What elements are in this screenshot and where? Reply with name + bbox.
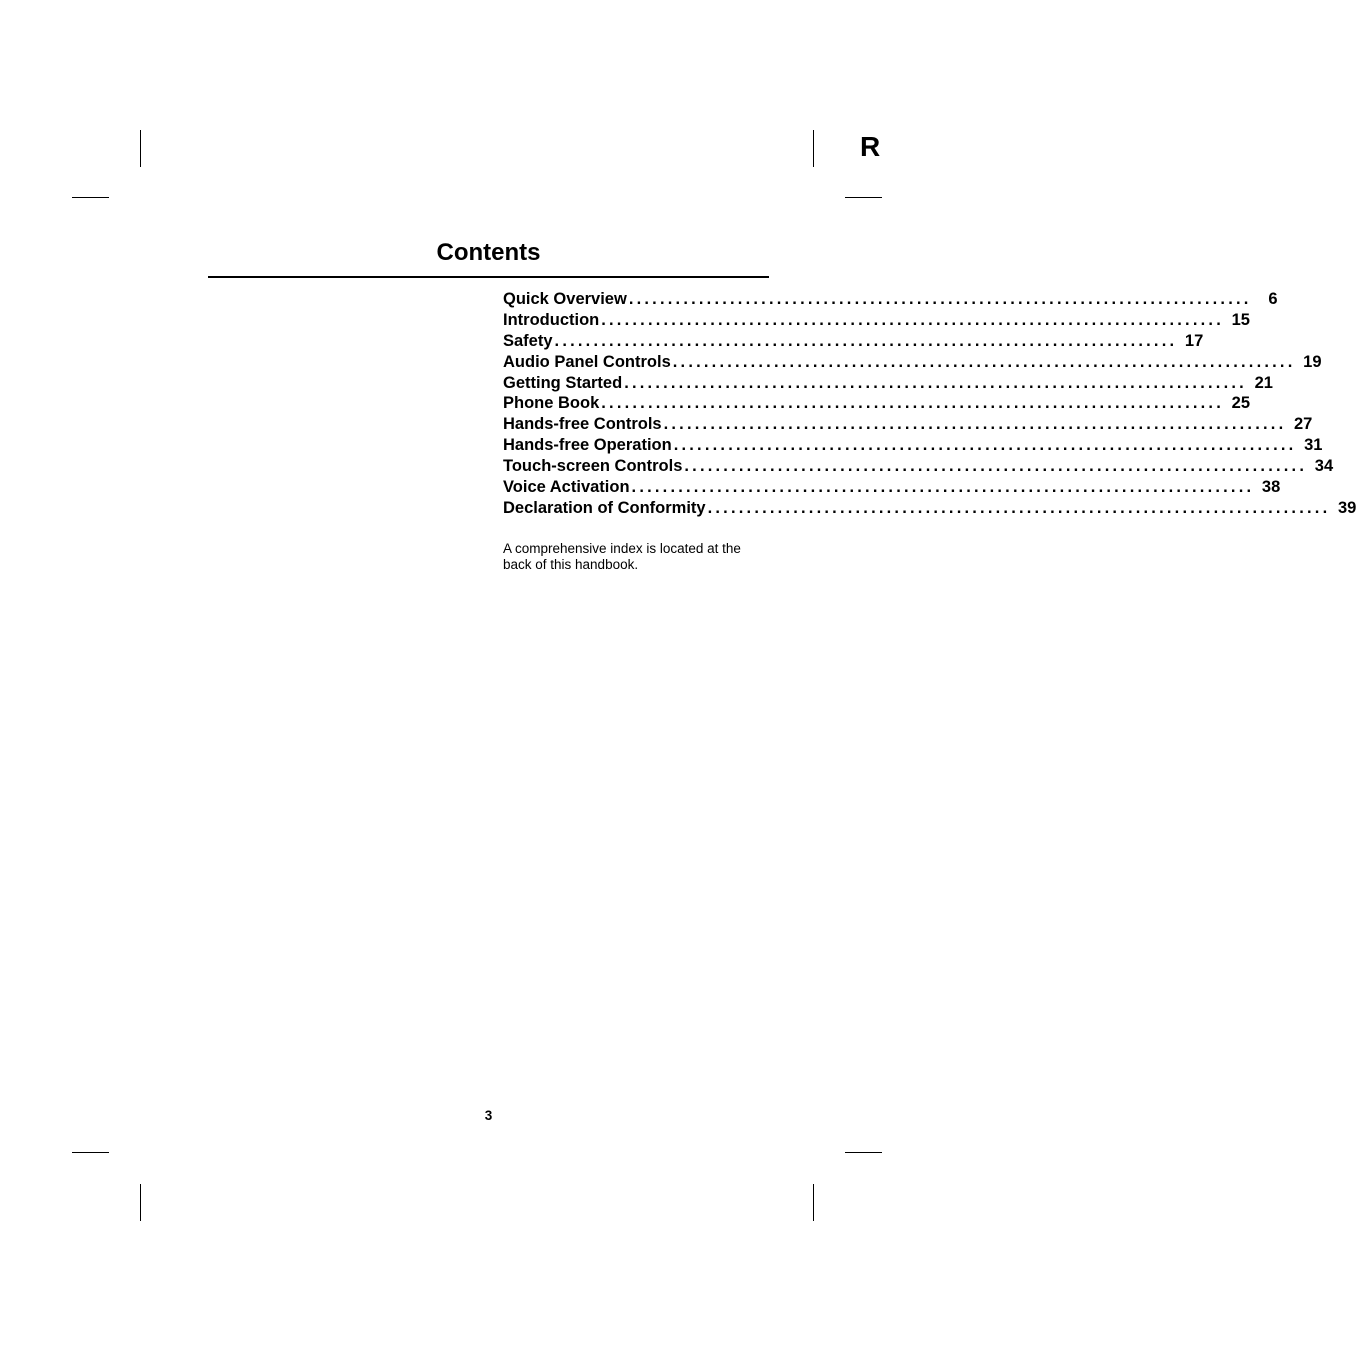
toc-entry-label: Declaration of Conformity (503, 498, 706, 517)
toc-entry-label: Hands-free Controls (503, 415, 662, 434)
crop-mark-bottom-left-vertical (140, 1184, 141, 1221)
page-number: 3 (484, 1108, 493, 1123)
toc-dot-leader: ................................................................................ (684, 457, 1308, 476)
toc-dot-leader: ................................................................................ (673, 436, 1297, 455)
index-note: A comprehensive index is located at the back of this handbook. (503, 541, 741, 572)
toc-dot-leader: ................................................................................ (672, 352, 1296, 371)
toc-entry-page: 15 (1231, 310, 1250, 329)
toc-entry-label: Audio Panel Controls (503, 352, 671, 371)
toc-entry-label: Touch-screen Controls (503, 457, 683, 476)
toc-entry[interactable] (503, 373, 1273, 394)
toc-entry[interactable] (503, 498, 1356, 519)
toc-entry-label: Hands-free Operation (503, 436, 672, 455)
toc-entry[interactable] (503, 477, 1281, 498)
page-title: Contents (436, 239, 541, 266)
toc-entry-page: 38 (1261, 478, 1281, 497)
crop-mark-top-right-vertical (813, 130, 814, 167)
toc-dot-leader: ................................................................................ (601, 310, 1224, 329)
toc-dot-leader: ................................................................................ (663, 415, 1287, 434)
crop-mark-top-right-horizontal (845, 197, 882, 198)
toc-entry[interactable] (503, 393, 1251, 414)
toc-entry[interactable] (503, 414, 1313, 435)
toc-dot-leader: ................................................................................ (628, 290, 1252, 308)
toc-entry-page: 19 (1303, 352, 1322, 371)
table-of-contents (503, 289, 1356, 519)
toc-entry-page: 21 (1254, 373, 1273, 392)
toc-entry-page: 27 (1294, 415, 1313, 434)
toc-entry[interactable] (503, 331, 1204, 352)
toc-entry-page: 25 (1231, 394, 1251, 413)
toc-dot-leader: ................................................................................ (601, 394, 1225, 413)
toc-entry[interactable] (503, 310, 1250, 331)
section-tab-letter: R (860, 131, 881, 162)
title-divider (208, 276, 769, 278)
crop-mark-top-left-vertical (140, 130, 141, 167)
toc-entry-page: 31 (1304, 436, 1323, 455)
toc-entry-label: Safety (503, 331, 553, 350)
crop-mark-bottom-right-horizontal (845, 1152, 882, 1153)
crop-mark-top-left-horizontal (72, 197, 109, 198)
toc-entry-label: Introduction (503, 310, 600, 329)
toc-dot-leader: ................................................................................ (554, 331, 1178, 350)
crop-mark-bottom-left-horizontal (72, 1152, 109, 1153)
toc-entry-label: Phone Book (503, 394, 600, 413)
toc-entry[interactable] (503, 456, 1334, 477)
toc-dot-leader: ................................................................................ (624, 373, 1247, 392)
toc-entry-page: 34 (1314, 457, 1334, 476)
toc-entry-page: 17 (1184, 331, 1204, 350)
toc-entry[interactable] (503, 352, 1322, 373)
toc-entry-page: 39 (1338, 498, 1356, 517)
toc-dot-leader: ................................................................................ (707, 498, 1331, 517)
toc-entry[interactable] (503, 435, 1323, 456)
toc-entry-label: Voice Activation (503, 478, 630, 497)
crop-mark-bottom-right-vertical (813, 1184, 814, 1221)
toc-entry-label: Getting Started (503, 373, 623, 392)
toc-entry-label: Quick Overview (503, 290, 627, 308)
toc-dot-leader: ................................................................................ (631, 478, 1255, 497)
toc-entry[interactable] (503, 289, 1278, 310)
toc-entry-page: 6 (1268, 290, 1278, 308)
